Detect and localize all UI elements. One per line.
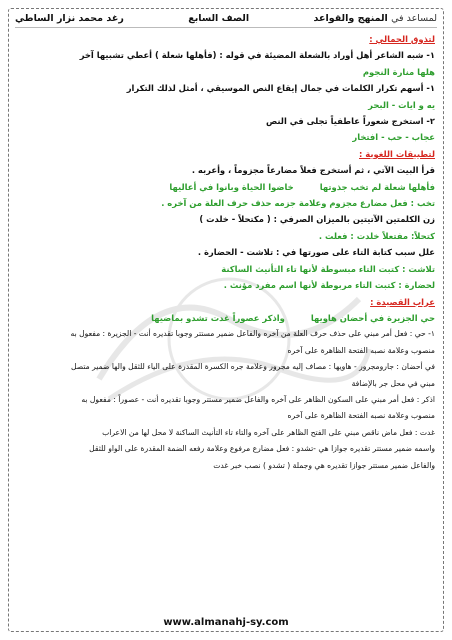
verse-second-hemistich: خاضوا الحياة وبانوا في أعاليها (169, 181, 294, 192)
answer-line: لحضارة : كتبت التاء مربوطة لأنها اسم مفرد مؤنث . (223, 280, 435, 291)
section-heading: عراب القصيدة : (370, 296, 435, 307)
verse-second-hemistich: واذكر عصوراً غدت تشدو بماضيها (151, 312, 285, 323)
answer-line: عجاب - حب - افتخار (352, 132, 435, 143)
author-name: رغد محمد نزار الساطي (15, 13, 124, 24)
parsing-line: اذكر : فعل أمر مبني على السكون الظاهر على آخره والفاعل ضمير مستتر وجوبا تقديره أنت - عصوراً : مفعول به (81, 394, 435, 404)
verse-first-hemistich: فأهلها شعلة لم تخب جذوتها (319, 181, 435, 192)
subject-title (314, 13, 437, 24)
parsing-line: والفاعل ضمير مستتر جوازا تقديره هي وجملة ( تشدو ) نصب خبر غدت (213, 460, 435, 470)
answer-line: يه و ايات - البحر (368, 99, 435, 110)
parsing-line: في أحضان : جارومجرور - هاويها : مصاف إليه مجرور وعلامة جره الكسرة المقدرة على الياء للثقل والها ضمير متصل (70, 362, 435, 372)
question-line: ٢- استخرج شعوراً عاطفياً تجلى في النص (265, 116, 435, 127)
answer-line: تخب : فعل مضارع مجزوم وعلامة جزمه حذف حرف العلة من آخره . (161, 198, 435, 209)
section-heading: لتطبيقات اللغوية : (359, 148, 435, 159)
answer-line: تلاشت : كتبت التاء مبسوطة لأنها تاء التأنيث الساكنة (221, 263, 435, 274)
parsing-line: منصوب وعلامة نصبه الفتحة الظاهرة على آخره (287, 345, 435, 355)
parsing-line: ١- حي : فعل أمر مبني على حذف حرف العلة من آخره والفاعل ضمير مستتر وجوبا تقديره أنت - الجزيرة : مفعول به (70, 329, 435, 339)
section-heading: لتذوق الجمالي : (369, 34, 435, 44)
question-line: قرأ البيت الآتي ، ثم أستخرج فعلاً مضارعاً مجزوماً ، وأعربه . (191, 165, 435, 176)
parsing-line: غدت : فعل ماض ناقص مبني على الفتح الظاهر على آخره والتاء تاء التأنيث الساكنة لا محل لها من الاعراب (102, 427, 435, 437)
worksheet-content (17, 31, 435, 609)
answer-line: كتحلاً: مفتعلاً خلدت : فعلت . (318, 230, 435, 241)
parsing-line: منصوب وعلامة نصبه الفتحة الظاهرة على آخره (287, 411, 435, 421)
poem-verse (17, 310, 435, 326)
parsing-line: مبني في محل جر بالإضافة (351, 378, 435, 388)
subject-prefix: لمساعد في (391, 13, 437, 24)
answer-line: هلها منارة النجوم (362, 66, 435, 77)
question-line: علل سبب كتابة التاء على صورتها في : تلاشت - الحضارة . (197, 247, 435, 258)
parsing-line: واسمه ضمير مستتر تقديره جوازا هي -تشدو : فعل مضارع مرفوع وعلامة رفعه الضمة المقدرة على الواو للثقل (89, 444, 435, 454)
grade-label: الصف السابع (188, 13, 250, 24)
page-header (15, 13, 437, 28)
question-line: ١- شبه الشاعر أهل أوراد بالشعلة المضيئة في قوله : (فأهلها شعلة ) أعطي تشبيها آخر (79, 50, 435, 61)
verse-first-hemistich: حي الجزيرة في أحضان هاويها (310, 312, 435, 323)
worksheet-page (8, 8, 444, 632)
subject-name: المنهج والقواعد (313, 13, 388, 24)
question-line: ١- أسهم تكرار الكلمات في جمال إيقاع النص الموسيقي ، أمثل لذلك التكرار (126, 83, 435, 94)
site-url: www.almanahj-sy.com (163, 617, 289, 628)
question-line: زن الكلمتين الآتيتين بالميزان الصرفي : ( مكتحلاً - خلدت ) (199, 214, 435, 225)
poem-verse (17, 179, 435, 195)
